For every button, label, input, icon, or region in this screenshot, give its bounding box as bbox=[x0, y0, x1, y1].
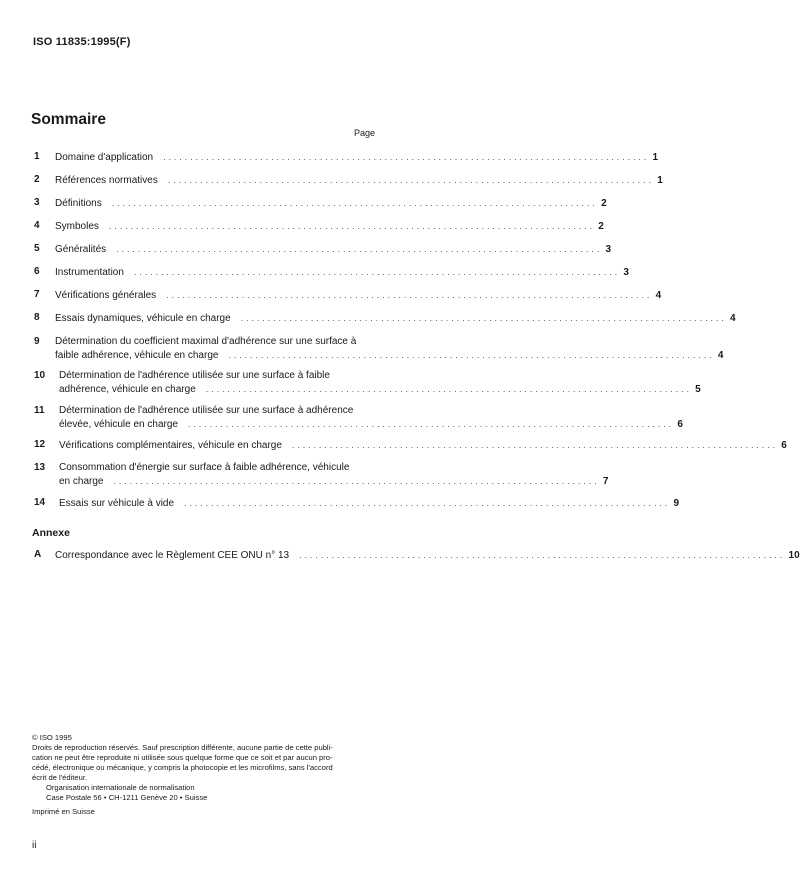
copyright-line: © ISO 1995 bbox=[32, 733, 72, 742]
organisation-name: Organisation internationale de normalisation bbox=[46, 783, 195, 792]
toc-page-number: 4 bbox=[717, 349, 724, 361]
dot-leader: . . . . . . . . . . . . . . . . . . . . . . . . . . . . . . . . . . . . . . . . . . . . . . . . . . . . . . . . . . . . . . . . . . . . . . . . . . . . . . . . . . . . . . . . . . bbox=[299, 550, 783, 560]
toc-number: 1 bbox=[34, 151, 40, 162]
toc-page-number: 2 bbox=[598, 221, 604, 232]
toc-number: 2 bbox=[34, 174, 40, 185]
dot-leader: . . . . . . . . . . . . . . . . . . . . . . . . . . . . . . . . . . . . . . . . . . . . . . . . . . . . . . . . . . . . . . . . . . . . . . . . . . . . . . . . . . . . . . . . . . bbox=[113, 475, 597, 486]
toc-title: Détermination de l'adhérence utilisée sur une surface à faible bbox=[59, 370, 330, 381]
toc-page-number: 9 bbox=[673, 498, 680, 509]
toc-title: Vérifications générales bbox=[55, 290, 157, 301]
dot-leader: . . . . . . . . . . . . . . . . . . . . . . . . . . . . . . . . . . . . . . . . . . . . . . . . . . . . . . . . . . . . . . . . . . . . . . . . . . . . . . . . . . . . . . . . . . bbox=[116, 244, 600, 254]
dot-leader: . . . . . . . . . . . . . . . . . . . . . . . . . . . . . . . . . . . . . . . . . . . . . . . . . . . . . . . . . . . . . . . . . . . . . . . . . . . . . . . . . . . . . . . . . . bbox=[205, 383, 690, 394]
toc-number: 4 bbox=[34, 220, 40, 231]
page-title: Sommaire bbox=[31, 111, 106, 128]
dot-leader: . . . . . . . . . . . . . . . . . . . . . . . . . . . . . . . . . . . . . . . . . . . . . . . . . . . . . . . . . . . . . . . . . . . . . . . . . . . . . . . . . . . . . . . . . . bbox=[163, 152, 647, 162]
toc-title: faible adhérence, véhicule en charge bbox=[55, 349, 219, 361]
toc-page-number: 1 bbox=[652, 152, 659, 163]
toc-title: Généralités bbox=[55, 244, 107, 255]
toc-title: élevée, véhicule en charge bbox=[59, 418, 178, 430]
toc-title: Détermination du coefficient maximal d'adhérence sur une surface à bbox=[55, 336, 357, 347]
toc-number: 6 bbox=[34, 266, 40, 277]
toc-page-number: 2 bbox=[601, 198, 607, 209]
dot-leader: . . . . . . . . . . . . . . . . . . . . . . . . . . . . . . . . . . . . . . . . . . . . . . . . . . . . . . . . . . . . . . . . . . . . . . . . . . . . . . . . . . . . . . . . . . bbox=[291, 440, 776, 450]
annex-heading: Annexe bbox=[32, 527, 70, 539]
organisation-address: Case Postale 56 • CH-1211 Genève 20 • Suisse bbox=[46, 793, 208, 802]
toc-page-number: 1 bbox=[657, 175, 663, 186]
toc-page-number: 3 bbox=[605, 244, 612, 255]
dot-leader: . . . . . . . . . . . . . . . . . . . . . . . . . . . . . . . . . . . . . . . . . . . . . . . . . . . . . . . . . . . . . . . . . . . . . . . . . . . . . . . . . . . . . . . . . . bbox=[166, 290, 650, 300]
toc-page-number: 4 bbox=[730, 313, 736, 324]
toc-page-number: 4 bbox=[655, 290, 662, 301]
toc-title: Instrumentation bbox=[55, 267, 124, 278]
rights-line-1: Droits de reproduction réservés. Sauf prescription différente, aucune partie de cette publi- bbox=[32, 743, 333, 752]
toc-page-number: 6 bbox=[677, 418, 683, 430]
rights-line-4: écrit de l'éditeur. bbox=[32, 773, 88, 782]
toc-number: 5 bbox=[34, 243, 40, 254]
toc-title: Références normatives bbox=[55, 175, 158, 186]
toc-number: 7 bbox=[34, 289, 40, 300]
copyright-block bbox=[32, 733, 382, 817]
toc-number: 10 bbox=[34, 370, 46, 381]
dot-leader: . . . . . . . . . . . . . . . . . . . . . . . . . . . . . . . . . . . . . . . . . . . . . . . . . . . . . . . . . . . . . . . . . . . . . . . . . . . . . . . . . . . . . . . . . . bbox=[111, 198, 596, 208]
dot-leader: . . . . . . . . . . . . . . . . . . . . . . . . . . . . . . . . . . . . . . . . . . . . . . . . . . . . . . . . . . . . . . . . . . . . . . . . . . . . . . . . . . . . . . . . . . bbox=[167, 175, 652, 185]
toc-title: Définitions bbox=[55, 198, 102, 209]
toc-number: 9 bbox=[34, 336, 40, 347]
toc-page-number: 5 bbox=[695, 383, 701, 395]
dot-leader: . . . . . . . . . . . . . . . . . . . . . . . . . . . . . . . . . . . . . . . . . . . . . . . . . . . . . . . . . . . . . . . . . . . . . . . . . . . . . . . . . . . . . . . . . . bbox=[184, 498, 668, 508]
dot-leader: . . . . . . . . . . . . . . . . . . . . . . . . . . . . . . . . . . . . . . . . . . . . . . . . . . . . . . . . . . . . . . . . . . . . . . . . . . . . . . . . . . . . . . . . . . bbox=[187, 418, 672, 429]
dot-leader: . . . . . . . . . . . . . . . . . . . . . . . . . . . . . . . . . . . . . . . . . . . . . . . . . . . . . . . . . . . . . . . . . . . . . . . . . . . . . . . . . . . . . . . . . . bbox=[240, 313, 725, 323]
toc-number: 13 bbox=[34, 462, 46, 473]
annex-number: A bbox=[34, 549, 42, 560]
printed-in: Imprimé en Suisse bbox=[32, 807, 95, 816]
annex-title: Correspondance avec le Règlement CEE ONU n° 13 bbox=[55, 550, 290, 561]
toc-page-number: 7 bbox=[602, 475, 609, 487]
toc-page-number: 6 bbox=[781, 440, 787, 451]
toc-title: Consommation d'énergie sur surface à faible adhérence, véhicule bbox=[59, 462, 350, 473]
toc-title: Vérifications complémentaires, véhicule en charge bbox=[59, 440, 282, 451]
toc-title: adhérence, véhicule en charge bbox=[59, 383, 196, 395]
toc-title: Symboles bbox=[55, 221, 99, 232]
toc-title: en charge bbox=[59, 475, 104, 487]
toc-number: 14 bbox=[34, 497, 46, 508]
page-number: ii bbox=[32, 840, 37, 851]
toc-number: 8 bbox=[34, 312, 40, 323]
toc-number: 12 bbox=[34, 439, 46, 450]
toc-page-number: 3 bbox=[623, 267, 629, 278]
toc-number: 11 bbox=[34, 405, 45, 416]
rights-line-2: cation ne peut être reproduite ni utilisée sous quelque forme que ce soit et par aucun pro- bbox=[32, 753, 333, 762]
toc-title: Domaine d'application bbox=[55, 152, 154, 163]
dot-leader: . . . . . . . . . . . . . . . . . . . . . . . . . . . . . . . . . . . . . . . . . . . . . . . . . . . . . . . . . . . . . . . . . . . . . . . . . . . . . . . . . . . . . . . . . . bbox=[228, 349, 712, 360]
document-header: ISO 11835:1995(F) bbox=[33, 36, 131, 48]
page-column-label: Page bbox=[354, 128, 376, 138]
toc-title: Essais sur véhicule à vide bbox=[59, 498, 175, 509]
dot-leader: . . . . . . . . . . . . . . . . . . . . . . . . . . . . . . . . . . . . . . . . . . . . . . . . . . . . . . . . . . . . . . . . . . . . . . . . . . . . . . . . . . . . . . . . . . bbox=[133, 267, 618, 277]
toc-title: Essais dynamiques, véhicule en charge bbox=[55, 313, 231, 324]
dot-leader: . . . . . . . . . . . . . . . . . . . . . . . . . . . . . . . . . . . . . . . . . . . . . . . . . . . . . . . . . . . . . . . . . . . . . . . . . . . . . . . . . . . . . . . . . . bbox=[108, 221, 593, 231]
annex-page-number: 10 bbox=[788, 550, 800, 561]
rights-line-3: cédé, électronique ou mécanique, y compris la photocopie et les microfilms, sans l'accord bbox=[32, 763, 333, 772]
toc-title: Détermination de l'adhérence utilisée sur une surface à adhérence bbox=[59, 405, 354, 416]
toc-number: 3 bbox=[34, 197, 40, 208]
